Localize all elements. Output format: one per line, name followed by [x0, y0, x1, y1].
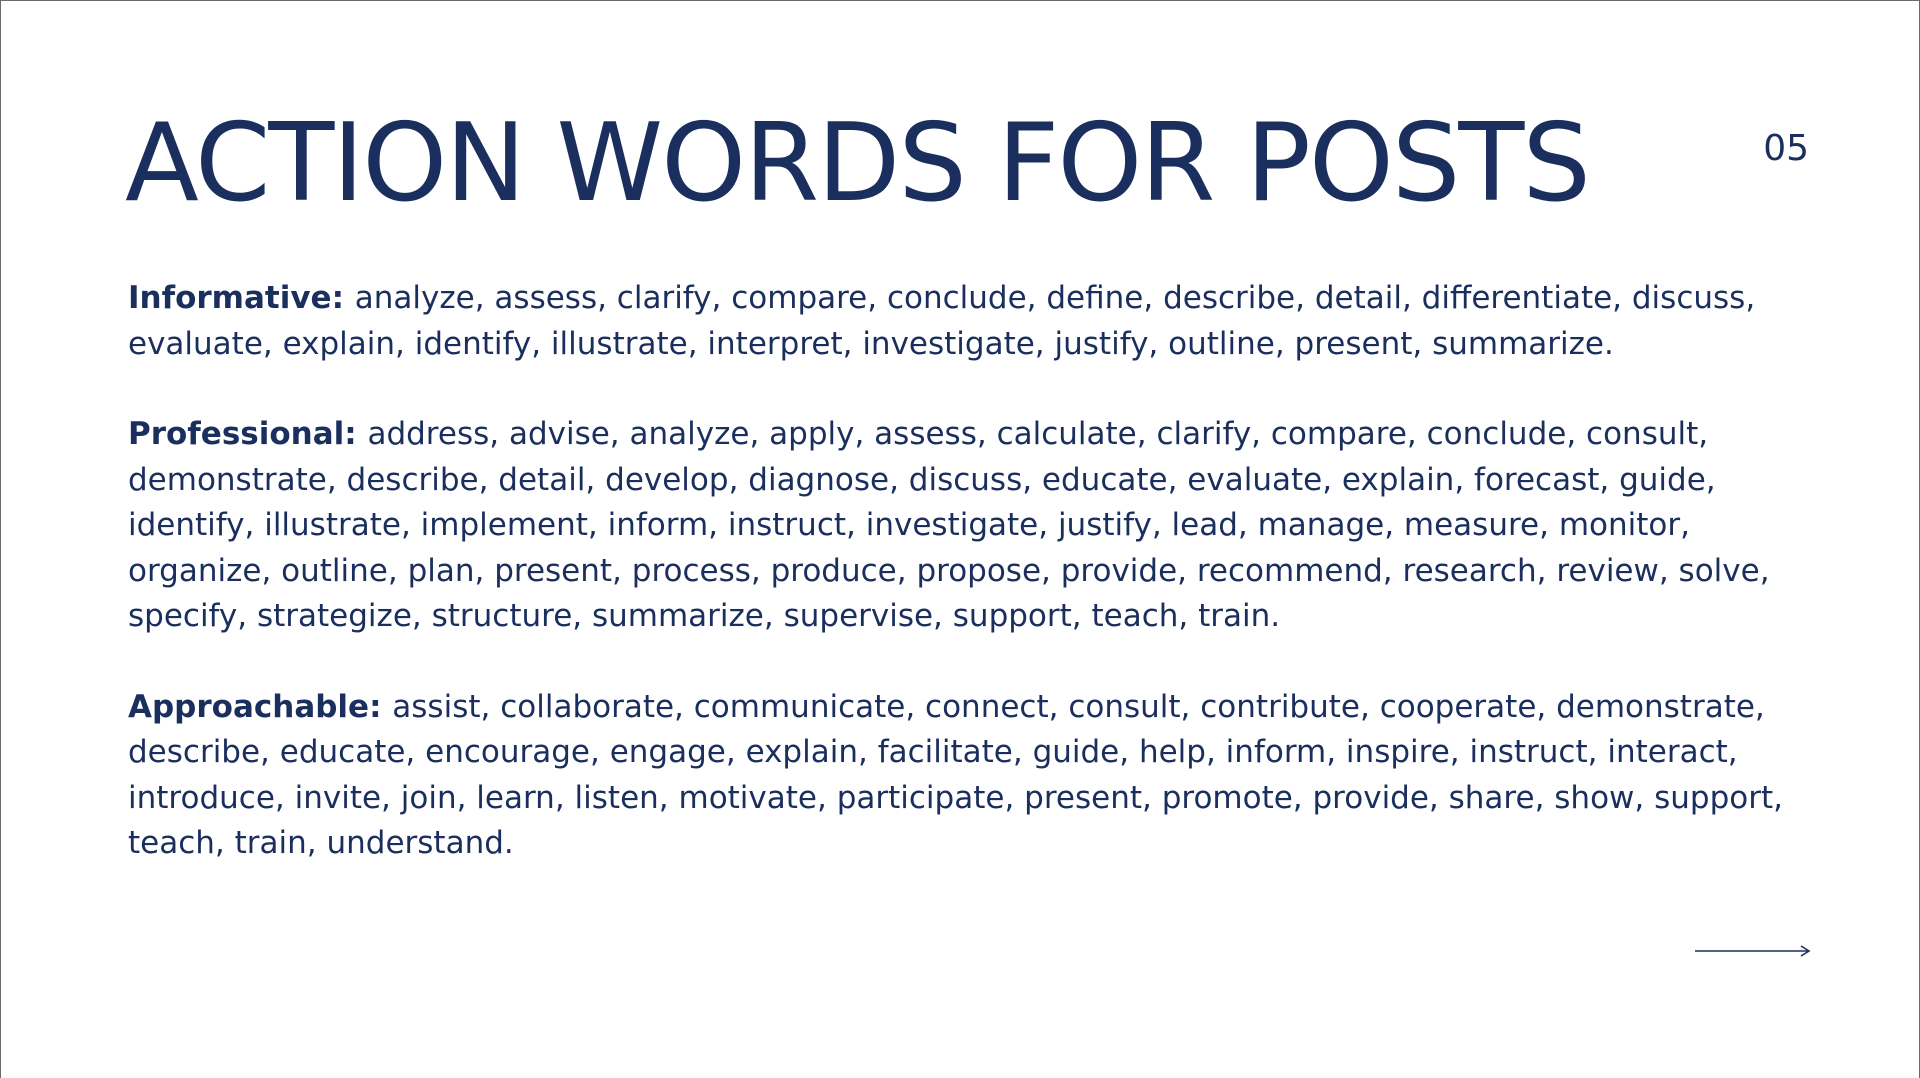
informative-words: analyze, assess, clarify, compare, conclude, define, describe, detail, differentiate, discuss, evaluate, explain, identify, illustrate, interpret, investigate, justify, outline, present, summarize. — [128, 280, 1756, 362]
page-number: 05 — [1763, 128, 1809, 169]
approachable-label: Approachable: — [128, 688, 393, 725]
arrow-right-icon — [1695, 944, 1811, 958]
slide-content — [128, 276, 1828, 912]
next-slide-button[interactable] — [1695, 943, 1811, 957]
professional-label: Professional: — [128, 416, 368, 452]
slide-title: ACTION WORDS FOR POSTS — [125, 101, 1589, 226]
informative-section — [128, 276, 1828, 367]
professional-words: address, advise, analyze, apply, assess, calculate, clarify, compare, conclude, consult, demonstrate, describe, detail, develop, diagnose, discuss, educate, evaluate, explain, forecast, guide, identify, illustrate, implement, inform, instruct, investigate, justify, lead, manage, measure, monitor, organize, outline, plan, present, process, produce, propose, provide, recommend, research, review, solve, specify, strategize, structure, summarize, supervise, support, teach, train. — [128, 416, 1770, 634]
approachable-section — [128, 685, 1828, 867]
professional-section — [128, 412, 1828, 640]
informative-label: Informative: — [128, 280, 355, 316]
approachable-words: assist, collaborate, communicate, connect, consult, contribute, cooperate, demonstrate, describe, educate, encourage, engage, explain, facilitate, guide, help, inform, inspire, instruct, interact, introduce, invite, join, learn, listen, motivate, participate, present, promote, provide, share, show, support, teach, train, understand. — [128, 688, 1783, 861]
